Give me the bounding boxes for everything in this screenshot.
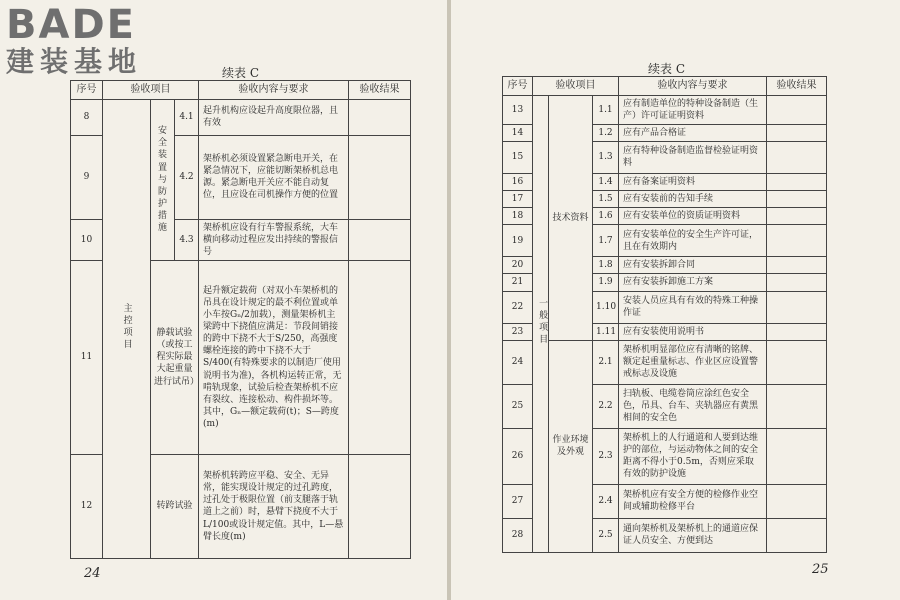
row-result[interactable]: [349, 99, 411, 135]
row-no: 15: [503, 141, 533, 173]
table-row: [503, 95, 827, 124]
table-header-row: [71, 81, 411, 100]
row-result[interactable]: [767, 257, 827, 274]
row-result[interactable]: [767, 340, 827, 384]
row-result[interactable]: [767, 141, 827, 173]
row-content: 扫轨板、电缆卷筒应涂红色安全色，吊具、台车、夹轨器应有黄黑相间的安全色: [619, 384, 767, 428]
group-cell: 作业环境及外观: [549, 340, 593, 552]
row-code: 1.7: [593, 225, 619, 257]
group-cell: 安全装置与防护措施: [151, 99, 175, 260]
row-code: 2.5: [593, 518, 619, 552]
row-no: 26: [503, 428, 533, 484]
row-result[interactable]: [767, 173, 827, 190]
row-content: 应有安装拆卸施工方案: [619, 274, 767, 291]
row-no: 10: [71, 219, 103, 260]
row-code: 1.2: [593, 124, 619, 141]
row-content: 架桥机明显部位应有清晰的铭牌、额定起重量标志、作业区应设置警戒标志及设施: [619, 340, 767, 384]
row-code: 1.1: [593, 95, 619, 124]
row-no: 13: [503, 95, 533, 124]
row-content: 应有安装拆卸合同: [619, 257, 767, 274]
row-result[interactable]: [767, 484, 827, 518]
row-result[interactable]: [767, 208, 827, 225]
row-code: 2.1: [593, 340, 619, 384]
row-no: 19: [503, 225, 533, 257]
row-result[interactable]: [349, 219, 411, 260]
row-code: 4.2: [175, 135, 199, 219]
header-no: 序号: [71, 81, 103, 100]
row-result[interactable]: [349, 260, 411, 454]
row-result[interactable]: [767, 225, 827, 257]
row-code: 1.11: [593, 323, 619, 340]
row-code: 4.3: [175, 219, 199, 260]
left-page-number: 24: [84, 566, 101, 581]
row-code: 4.1: [175, 99, 199, 135]
row-code: 1.6: [593, 208, 619, 225]
row-result[interactable]: [767, 291, 827, 323]
row-content: 起升机构应设起升高度限位器，且有效: [199, 99, 349, 135]
book-gutter: [447, 0, 451, 600]
category-label: 一般项目: [537, 297, 548, 346]
row-result[interactable]: [767, 274, 827, 291]
row-content: 应有备案证明资料: [619, 173, 767, 190]
row-code: 1.8: [593, 257, 619, 274]
left-acceptance-table: [70, 80, 411, 559]
table-row: [71, 99, 411, 135]
row-no: 18: [503, 208, 533, 225]
row-result[interactable]: [349, 454, 411, 558]
table-row: [503, 340, 827, 384]
row-no: 24: [503, 340, 533, 384]
category-label: 主控项目: [121, 302, 132, 351]
row-code: 2.2: [593, 384, 619, 428]
row-content: 应有安装单位的安全生产许可证，且在有效期内: [619, 225, 767, 257]
row-result[interactable]: [767, 428, 827, 484]
header-result: 验收结果: [767, 77, 827, 96]
row-result[interactable]: [767, 323, 827, 340]
row-result[interactable]: [767, 124, 827, 141]
row-content: 架桥机转跨应平稳、安全、无异常，能实现设计规定的过孔跨度，过孔处于极限位置（前支腿落于轨道上之前）时，悬臂下挠度不大于L/100或设计规定值。其中，L—悬臂长度(m): [199, 454, 349, 558]
header-item: 验收项目: [533, 77, 619, 96]
row-content: 通向架桥机及架桥机上的通道应保证人员安全、方便到达: [619, 518, 767, 552]
row-result[interactable]: [767, 95, 827, 124]
row-no: 20: [503, 257, 533, 274]
watermark-logo: [6, 4, 176, 78]
row-content: 应有安装前的告知手续: [619, 191, 767, 208]
row-no: 25: [503, 384, 533, 428]
row-item: 静载试验（或按工程实际最大起重量进行试吊）: [151, 260, 199, 454]
row-no: 16: [503, 173, 533, 190]
row-code: 1.9: [593, 274, 619, 291]
watermark-brand: BADE: [6, 2, 136, 48]
row-content: 应有产品合格证: [619, 124, 767, 141]
row-code: 1.4: [593, 173, 619, 190]
row-content: 应有安装单位的资质证明资料: [619, 208, 767, 225]
watermark-subtitle: 建装基地: [6, 45, 143, 78]
row-no: 14: [503, 124, 533, 141]
row-content: 应有安装使用说明书: [619, 323, 767, 340]
table-header-row: [503, 77, 827, 96]
row-code: 1.3: [593, 141, 619, 173]
row-content: 架桥机必须设置紧急断电开关，在紧急情况下，应能切断架桥机总电源。紧急断电开关应不能自动复位，且应设在司机操作方便的位置: [199, 135, 349, 219]
left-table-caption: 续表 C: [222, 66, 259, 80]
row-no: 21: [503, 274, 533, 291]
row-code: 1.10: [593, 291, 619, 323]
row-result[interactable]: [349, 135, 411, 219]
row-code: 1.5: [593, 191, 619, 208]
header-content: 验收内容与要求: [199, 81, 349, 100]
right-acceptance-table: [502, 76, 827, 553]
header-item: 验收项目: [103, 81, 199, 100]
right-table-caption: 续表 C: [648, 62, 685, 76]
row-no: 28: [503, 518, 533, 552]
row-content: 架桥机上的人行通道和人要到达维护的部位，与运动物体之间的安全距离不得小于0.5m，否则应采取有效的防护设施: [619, 428, 767, 484]
row-no: 23: [503, 323, 533, 340]
row-no: 8: [71, 99, 103, 135]
row-no: 9: [71, 135, 103, 219]
row-content: 应有特种设备制造监督检验证明资料: [619, 141, 767, 173]
row-code: 2.3: [593, 428, 619, 484]
right-page-number: 25: [812, 562, 829, 577]
row-no: 17: [503, 191, 533, 208]
row-content: 架桥机应设有行车警报系统，大车横向移动过程应发出持续的警报信号: [199, 219, 349, 260]
row-result[interactable]: [767, 384, 827, 428]
row-code: 2.4: [593, 484, 619, 518]
header-result: 验收结果: [349, 81, 411, 100]
header-no: 序号: [503, 77, 533, 96]
group-cell: 技术资料: [549, 95, 593, 340]
row-content: 安装人员应具有有效的特殊工种操作证: [619, 291, 767, 323]
row-content: 起升额定载荷（对双小车架桥机的吊具在设计规定的最不利位置或单小车按Gₙ/2加载），测量架桥机主梁跨中下挠值应满足：节段间销接的跨中下挠不大于S/250，高强度螺栓连接的跨中下挠不大于S/400(有特殊要求的以制造厂使用说明书为准)，各机构运转正常，无啃轨现象，试验后检查架桥机不应有裂纹、连接松动、构件损坏等。其中，Gₙ—额定载荷(t)；S—跨度(m): [199, 260, 349, 454]
row-no: 12: [71, 454, 103, 558]
row-no: 11: [71, 260, 103, 454]
row-no: 27: [503, 484, 533, 518]
row-content: 架桥机应有安全方便的检修作业空间或辅助检修平台: [619, 484, 767, 518]
row-no: 22: [503, 291, 533, 323]
row-content: 应有制造单位的特种设备制造（生产）许可证证明资料: [619, 95, 767, 124]
category-cell: [103, 99, 151, 558]
row-result[interactable]: [767, 191, 827, 208]
header-content: 验收内容与要求: [619, 77, 767, 96]
row-item: 转跨试验: [151, 454, 199, 558]
row-result[interactable]: [767, 518, 827, 552]
category-cell: [533, 95, 549, 552]
